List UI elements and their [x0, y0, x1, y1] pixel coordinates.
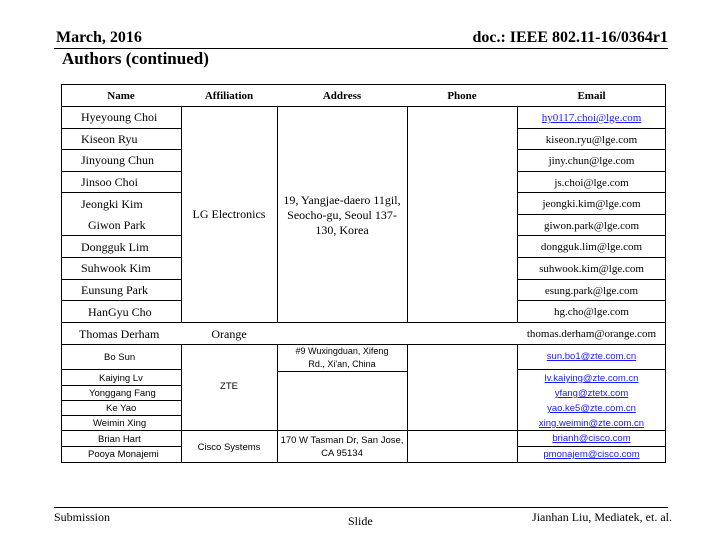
cisco-address-line: 170 W Tasman Dr, San Jose,: [280, 435, 404, 446]
email-text: jeongki.kim@lge.com: [542, 198, 641, 210]
email-link[interactable]: lv.kaiying@zte.com.cn: [544, 373, 639, 384]
row-rule: [61, 369, 181, 370]
row-rule: [517, 446, 666, 447]
author-name: Weimin Xing: [93, 418, 147, 429]
table-border-top: [61, 84, 666, 85]
lg-address-line: 19, Yangjae-daero 11gil,: [283, 193, 401, 207]
author-name: Eunsung Park: [81, 283, 148, 297]
row-rule: [61, 257, 181, 258]
email-text: suhwook.kim@lge.com: [539, 263, 644, 275]
zte-address-line: #9 Wuxingduan, Xifeng: [295, 346, 389, 356]
row-rule: [517, 300, 666, 301]
email-text: hg.cho@lge.com: [554, 306, 629, 318]
author-name: Bo Sun: [104, 352, 136, 363]
row-rule: [517, 214, 666, 215]
row-rule: [517, 235, 666, 236]
author-name: Giwon Park: [88, 218, 146, 232]
header-doc-id: doc.: IEEE 802.11-16/0364r1: [472, 29, 668, 46]
author-name: HanGyu Cho: [88, 305, 152, 319]
col-header-address: Address: [322, 90, 362, 102]
email-text: kiseon.ryu@lge.com: [545, 134, 638, 146]
author-name: Ke Yao: [106, 403, 137, 414]
row-rule: [517, 149, 666, 150]
row-rule: [61, 128, 181, 129]
row-rule: [61, 235, 181, 236]
orange-affiliation: Orange: [211, 327, 247, 341]
footer-slide: Slide: [348, 514, 373, 528]
email-link[interactable]: hy0117.choi@lge.com: [541, 112, 642, 124]
author-name: Yonggang Fang: [89, 388, 156, 399]
author-name: Jinsoo Choi: [81, 175, 139, 189]
cisco-affiliation: Cisco Systems: [197, 442, 261, 453]
lg-address-line: 130, Korea: [315, 223, 369, 237]
row-rule: [517, 369, 666, 370]
lg-affiliation: LG Electronics: [192, 207, 266, 221]
author-name: Jeongki Kim: [81, 197, 143, 211]
zte-address-bottom-rule: [277, 371, 407, 372]
email-link[interactable]: xing.weimin@zte.com.cn: [538, 418, 645, 429]
author-name: Suhwook Kim: [81, 261, 151, 275]
author-name: Dongguk Lim: [81, 240, 149, 254]
slide-title: Authors (continued): [62, 49, 209, 68]
zte-affiliation: ZTE: [220, 381, 238, 392]
footer-submission: Submission: [54, 510, 111, 524]
email-link[interactable]: brianh@cisco.com: [552, 433, 631, 444]
author-name: Pooya Monajemi: [88, 449, 159, 460]
email-text: js.choi@lge.com: [554, 177, 629, 189]
footer-rule: [54, 507, 668, 508]
footer-author: Jianhan Liu, Mediatek, et. al.: [532, 510, 672, 524]
row-rule: [61, 192, 181, 193]
lg-address-line: Seocho-gu, Seoul 137-: [287, 208, 397, 222]
email-text: jiny.chun@lge.com: [548, 155, 635, 167]
author-name: Thomas Derham: [79, 327, 160, 341]
row-rule: [61, 171, 181, 172]
email-link[interactable]: yao.ke5@zte.com.cn: [547, 403, 636, 414]
row-rule: [517, 171, 666, 172]
header-row-rule: [61, 106, 666, 107]
header-date: March, 2016: [56, 29, 142, 46]
author-name: Kiseon Ryu: [81, 132, 138, 146]
author-name: Hyeyoung Choi: [81, 110, 158, 124]
lg-addr-right-rule: [407, 106, 408, 322]
lg-block-bottom-rule: [61, 322, 666, 323]
row-rule: [61, 300, 181, 301]
zte-address-line: Rd., Xi'an, China: [308, 359, 376, 369]
author-name: Brian Hart: [98, 434, 141, 445]
author-name: Jinyoung Chun: [81, 153, 155, 167]
email-link[interactable]: yfang@ztetx.com: [554, 388, 629, 399]
col-header-affiliation: Affiliation: [204, 90, 254, 102]
row-rule: [61, 149, 181, 150]
col-header-name: Name: [107, 90, 135, 102]
email-text: giwon.park@lge.com: [543, 220, 640, 232]
email-link[interactable]: pmonajem@cisco.com: [543, 449, 640, 460]
zte-addr-right-rule: [407, 344, 408, 462]
row-rule: [61, 279, 181, 280]
col-header-email: Email: [577, 90, 606, 102]
email-text: esung.park@lge.com: [544, 285, 639, 297]
row-rule: [517, 128, 666, 129]
col-header-phone: Phone: [447, 90, 477, 102]
row-rule: [517, 279, 666, 280]
row-rule: [517, 192, 666, 193]
row-rule: [517, 257, 666, 258]
author-name: Kaiying Lv: [99, 373, 143, 384]
table-border-bottom: [61, 462, 666, 463]
email-text: thomas.derham@orange.com: [526, 328, 657, 340]
email-text: dongguk.lim@lge.com: [540, 241, 643, 253]
email-link[interactable]: sun.bo1@zte.com.cn: [546, 351, 637, 362]
cisco-address-line: CA 95134: [321, 448, 363, 459]
authors-table: [61, 84, 666, 463]
table-border-left: [61, 84, 62, 463]
